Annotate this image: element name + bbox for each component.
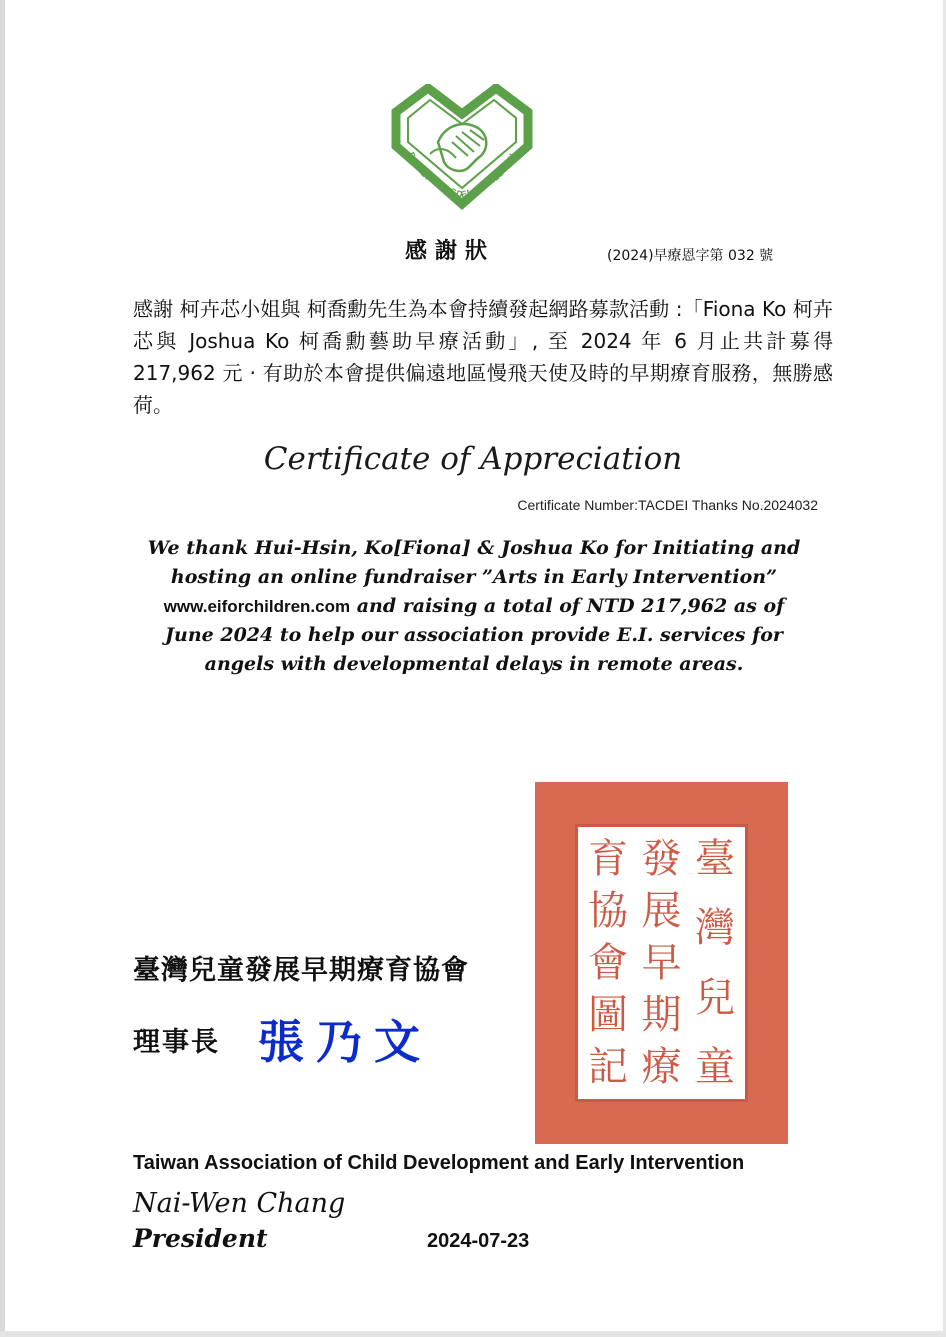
seal-character: 記 — [588, 1044, 628, 1090]
certificate-date: 2024-07-23 — [427, 1230, 530, 1252]
page-edge-bottom — [0, 1331, 946, 1337]
seal-character: 期 — [641, 992, 682, 1038]
logo-ring-text: FAMILY ♦ TACDEI ♦ CHILDREN — [405, 150, 518, 200]
en-body-part2: and raising a total of NTD 217,962 as of June 2024 to help our association provide E.I. services for angels with developmental delays in remote areas. — [165, 595, 785, 675]
seal-character: 童 — [695, 1043, 735, 1090]
seal-character: 圖 — [588, 992, 628, 1038]
zh-certificate-title: 感謝狀 — [405, 239, 496, 264]
seal-character: 協 — [588, 888, 628, 934]
association-seal — [535, 782, 788, 1144]
seal-character: 育 — [588, 836, 628, 882]
en-certificate-number: Certificate Number:TACDEI Thanks No.2024032 — [517, 497, 818, 513]
tacdei-logo — [386, 84, 538, 210]
president-role-en: President — [133, 1224, 268, 1253]
en-certificate-title: Certificate of Appreciation — [263, 441, 683, 477]
seal-character: 灣 — [695, 905, 735, 952]
president-name-en: Nai-Wen Chang — [133, 1188, 346, 1219]
org-name-zh: 臺灣兒童發展早期療育協會 — [133, 955, 469, 986]
seal-inner-frame — [575, 824, 748, 1102]
seal-character: 兒 — [695, 974, 735, 1021]
seal-column — [584, 833, 632, 1093]
en-body-part1: We thank Hui-Hsin, Ko[Fiona] & Joshua Ko for Initiating and hosting an online fundraiser ”Arts in Early Intervention” — [147, 537, 801, 588]
seal-character: 展 — [641, 888, 682, 934]
seal-character: 早 — [641, 940, 682, 986]
president-signature-zh: 張乃文 — [258, 1015, 432, 1069]
seal-character: 臺 — [695, 836, 735, 882]
fundraiser-url: www.eiforchildren.com — [163, 597, 351, 616]
zh-certificate-body: 感謝 柯卉芯小姐與 柯喬勳先生為本會持續發起網路募款活動 :「Fiona Ko 柯卉芯與 Joshua Ko 柯喬勳藝助早療活動」, 至 2024 年 6 月止共計募得 217,962 元 · 有助於本會提供偏遠地區慢飛天使及時的早期療育服務，無勝感荷。 — [133, 297, 833, 417]
en-certificate-body — [140, 534, 808, 679]
org-name-en: Taiwan Association of Child Development and Early Intervention — [133, 1152, 745, 1174]
president-label-zh: 理事長 — [133, 1027, 220, 1058]
seal-character: 療 — [641, 1044, 682, 1090]
seal-characters — [584, 833, 739, 1093]
seal-character: 會 — [588, 940, 628, 986]
seal-column — [638, 833, 686, 1093]
seal-column — [691, 833, 739, 1093]
seal-character: 發 — [641, 836, 682, 882]
zh-certificate-number: (2024)早療恩字第 032 號 — [607, 248, 774, 264]
page-edge-left — [0, 0, 5, 1337]
